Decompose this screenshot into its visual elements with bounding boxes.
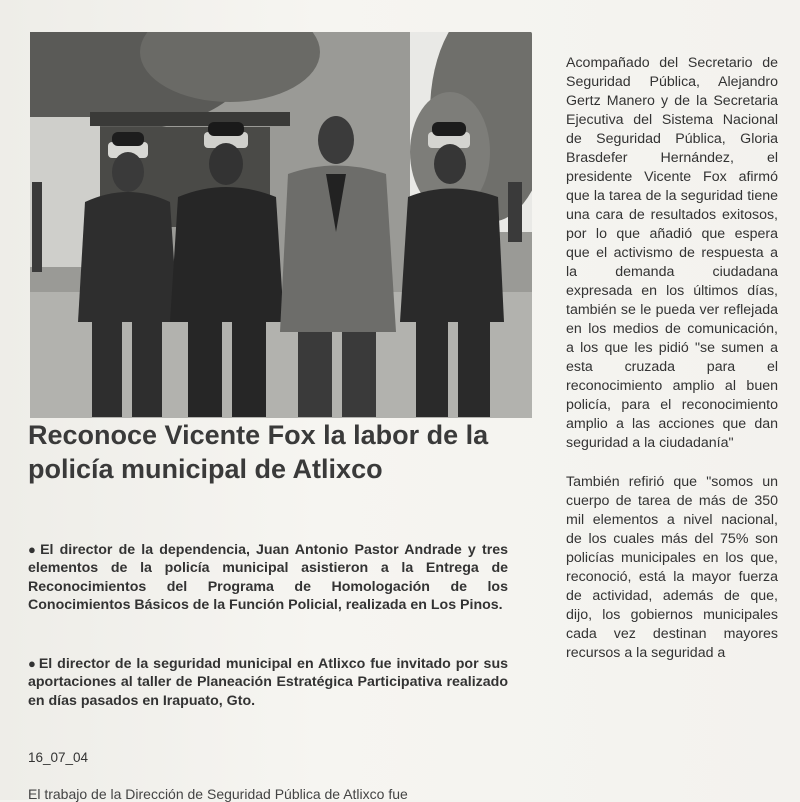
bullet-dot: ●: [28, 542, 39, 557]
article-headline: Reconoce Vicente Fox la labor de la policía municipal de Atlixco: [28, 420, 489, 484]
body-text-start: El trabajo de la Dirección de Seguridad Pública de Atlixco fue: [28, 786, 408, 802]
right-column-text: [566, 54, 778, 663]
news-photo: [30, 32, 532, 418]
article-date: 16_07_04: [28, 750, 89, 765]
paragraph: Acompañado del Secretario de Seguridad Pública, Alejandro Gertz Manero y de la Secretaria Ejecutiva del Sistema Nacional de Seguridad Pública, Gloria Brasdefer Hernández, el presidente Vicente Fox afirmó que la tarea de la seguridad tiene una cara de resultados exitosos, por lo que añadió que espera que el activismo de respuesta a la demanda ciudadana expresada en los últimos días, también se le pueda ver reflejada en los medios de comunicación, a los que les pidió "se sumen a esta cruzada para el reconocimiento amplio al buen policía, para el reconocimiento amplio a las acciones que dan seguridad a la ciudadanía": [566, 55, 778, 451]
summary-bullet: [28, 541, 508, 615]
summary-bullet: [28, 655, 508, 710]
bullet-text: El director de la dependencia, Juan Antonio Pastor Andrade y tres elementos de la policía municipal asistieron a la Entrega de Reconocimientos del Programa de Homologación de los Conocimientos Básicos de la Función Policial, realizada en Los Pinos.: [28, 542, 508, 614]
bullet-dot: ●: [28, 656, 37, 671]
bullet-text: El director de la seguridad municipal en Atlixco fue invitado por sus aportaciones al taller de Planeación Estratégica Participativa realizado en días pasados en Irapuato, Gto.: [28, 656, 508, 709]
paragraph: También refirió que "somos un cuerpo de tarea de más de 350 mil elementos a nivel nacional, de los cuales más del 75% son policías municipales en los que, reconoció, está la mayor fuerza de actividad, además de que, dijo, los gobiernos municipales cada vez destinan mayores recursos a la seguridad a: [566, 474, 778, 661]
